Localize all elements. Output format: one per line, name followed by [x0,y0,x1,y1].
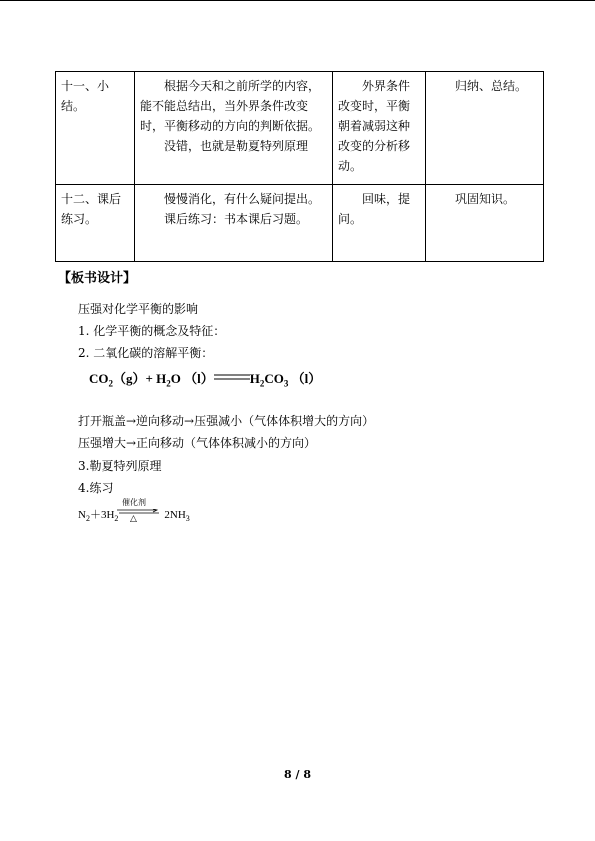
equilibrium-arrow-icon [117,509,161,514]
student-activity-cell: 外界条件改变时，平衡朝着减弱这种改变的分析移动。 [333,72,426,185]
teacher-text: 慢慢消化，有什么疑问提出。 [164,192,321,206]
board-title: 压强对化学平衡的影响 [78,302,199,316]
equilibrium-arrow-icon [214,374,250,380]
heat-delta-icon: △ [130,514,137,524]
step-cell: 十二、课后练习。 [56,185,135,262]
teacher-activity-cell [135,185,333,262]
purpose-cell: 巩固知识。 [426,185,544,262]
lesson-table [55,71,544,262]
board-line-open-cap: 打开瓶盖→逆向移动→压强减小（气体体积增大的方向） [78,414,375,428]
teacher-text: 根据今天和之前所学的内容，能不能总结出，当外界条件改变时，平衡移动的方向的判断依据。 [140,79,321,133]
catalyst-label: 催化剂 [122,498,146,507]
board-design-heading: 【板书设计】 [58,271,137,286]
page-number: 8 / 8 [284,768,311,781]
step-cell: 十一、小结。 [56,72,135,185]
reaction-conditions [117,498,161,525]
student-activity-cell: 回味，提问。 [333,185,426,262]
table-row [56,72,544,185]
board-item-1: 1. 化学平衡的概念及特征： [78,324,226,338]
board-item-4: 4.练习 [78,481,114,495]
co2-equilibrium-equation: $CO_2(g)+ H_2O$ （l） $H_2CO_3$ （l） [89,371,322,389]
board-item-3: 3.勒夏特列原理 [78,459,162,473]
board-item-2: 2. 二氧化碳的溶解平衡： [78,346,214,360]
teacher-text: 课后练习：书本课后习题。 [164,212,309,226]
header-rule [0,0,595,1]
board-line-pressure: 压强增大→正向移动（气体体积减小的方向） [78,436,317,450]
table-row [56,185,544,262]
teacher-text: 没错，也就是勒夏特列原理 [164,139,309,153]
teacher-activity-cell [135,72,333,185]
ammonia-reaction: $N_2+3H_2$ $2NH_3$ [78,509,190,524]
purpose-cell: 归纳、总结。 [426,72,544,185]
